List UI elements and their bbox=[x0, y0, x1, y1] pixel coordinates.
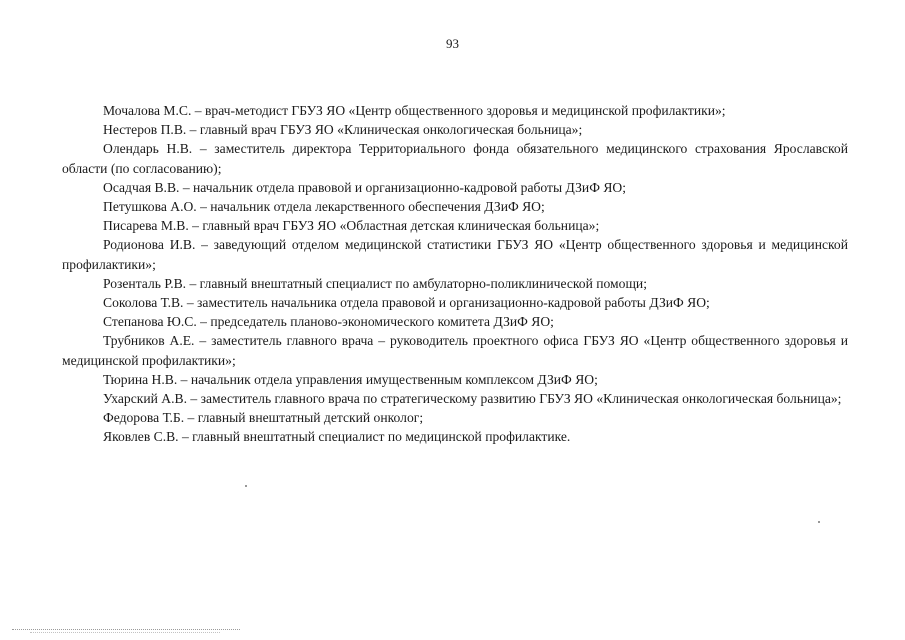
member-entry: Ухарский А.В. – заместитель главного врача по стратегическому развитию ГБУЗ ЯО «Клиническая онкологическая больница»; bbox=[103, 391, 842, 407]
committee-member-list bbox=[62, 101, 848, 447]
member-entry: Олендарь Н.В. – заместитель директора Территориального фонда обязательного медицинского страхования Ярославской области (по согласованию); bbox=[62, 141, 848, 176]
scan-edge-line bbox=[12, 629, 240, 630]
scan-speck bbox=[245, 485, 247, 487]
member-entry: Писарева М.В. – главный врач ГБУЗ ЯО «Областная детская клиническая больница»; bbox=[103, 218, 600, 234]
member-entry: Мочалова М.С. – врач-методист ГБУЗ ЯО «Центр общественного здоровья и медицинской профилактики»; bbox=[103, 103, 726, 118]
member-entry: Тюрина Н.В. – начальник отдела управления имущественным комплексом ДЗиФ ЯО; bbox=[103, 371, 598, 387]
scan-speck bbox=[818, 521, 820, 523]
member-entry: Осадчая В.В. – начальник отдела правовой и организационно-кадровой работы ДЗиФ ЯО; bbox=[103, 179, 626, 195]
member-entry: Трубников А.Е. – заместитель главного врача – руководитель проектного офиса ГБУЗ ЯО «Центр общественного здоровья и медицинской профилактики»; bbox=[62, 333, 848, 368]
member-entry: Розенталь Р.В. – главный внештатный специалист по амбулаторно-поликлинической помощи; bbox=[103, 275, 647, 291]
member-entry: Федорова Т.Б. – главный внештатный детский онколог; bbox=[103, 410, 424, 426]
scan-edge-line bbox=[30, 632, 220, 633]
member-entry: Родионова И.В. – заведующий отделом медицинской статистики ГБУЗ ЯО «Центр общественного здоровья и медицинской профилактики»; bbox=[62, 237, 848, 272]
page-number: 93 bbox=[446, 36, 459, 51]
member-entry: Яковлев С.В. – главный внештатный специалист по медицинской профилактике. bbox=[103, 429, 571, 445]
member-entry: Степанова Ю.С. – председатель планово-экономического комитета ДЗиФ ЯО; bbox=[103, 314, 554, 330]
member-entry: Петушкова А.О. – начальник отдела лекарственного обеспечения ДЗиФ ЯО; bbox=[103, 199, 545, 215]
member-entry: Соколова Т.В. – заместитель начальника отдела правовой и организационно-кадровой работы ДЗиФ ЯО; bbox=[103, 295, 710, 311]
member-entry: Нестеров П.В. – главный врач ГБУЗ ЯО «Клиническая онкологическая больница»; bbox=[103, 122, 583, 138]
